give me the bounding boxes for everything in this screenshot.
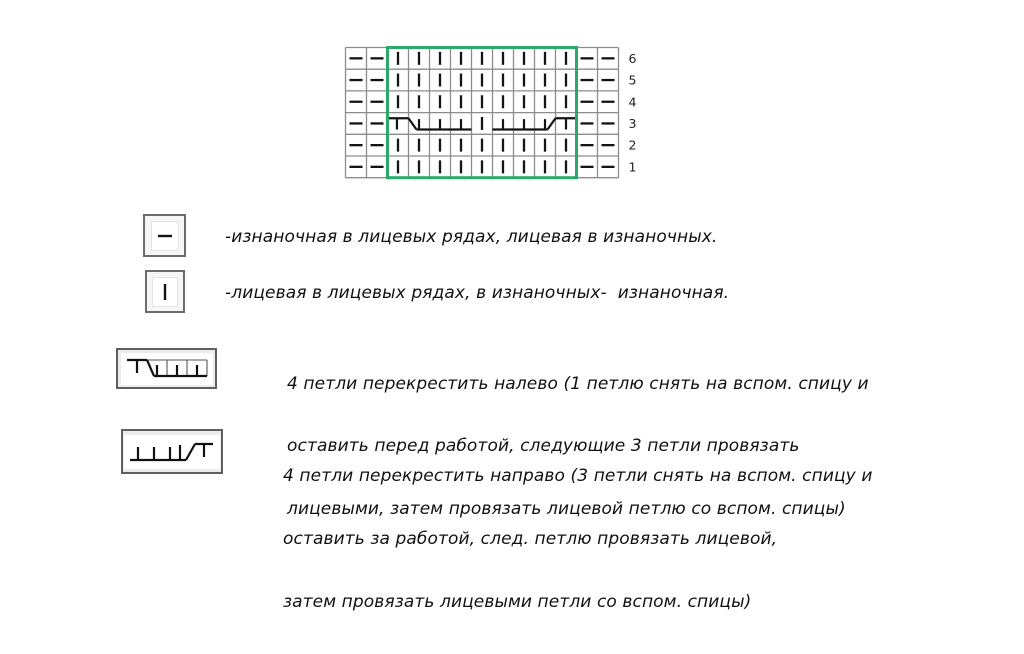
purl-legend-text: -изнаночная в лицевых рядах, лицевая в изнаночных. xyxy=(225,227,718,247)
cable-right-symbol xyxy=(121,429,223,474)
cable-right-icon xyxy=(128,438,216,466)
row-number-2: 2 xyxy=(628,137,637,153)
row-number-6: 6 xyxy=(628,50,637,66)
cable-left-symbol xyxy=(116,348,217,389)
cable-left-text-line3: лицевыми, затем провязать лицевой петлю со вспом. спицы) xyxy=(287,498,846,519)
cable-left-text-line1: 4 петли перекрестить налево (1 петлю снять на вспом. спицу и xyxy=(287,374,869,394)
cable-right-symbol-inner xyxy=(124,435,220,469)
purl-dash-icon xyxy=(154,223,176,249)
knit-symbol xyxy=(145,270,185,313)
chart-grid xyxy=(344,46,654,182)
purl-symbol xyxy=(143,214,186,257)
cable-left-icon xyxy=(125,356,209,382)
row-number-5: 5 xyxy=(628,72,637,88)
row-number-3: 3 xyxy=(628,115,637,131)
knit-bar-icon xyxy=(155,279,175,305)
cable-right-text-line1: 4 петли перекрестить направо (3 петли снять на вспом. спицу и xyxy=(283,466,873,486)
cable-right-text-line2: оставить за работой, след. петлю провязать лицевой, xyxy=(283,529,778,549)
cable-left-text-line2: оставить перед работой, следующие 3 петли провязать xyxy=(287,436,800,457)
knit-symbol-inner xyxy=(152,277,178,307)
row-number-4: 4 xyxy=(628,94,637,110)
row-number-1: 1 xyxy=(628,159,637,175)
knitting-chart xyxy=(344,46,654,186)
cable-right-legend-text xyxy=(283,425,872,654)
knit-legend-text: -лицевая в лицевых рядах, в изнаночных- изнаночная. xyxy=(225,283,730,303)
cable-right-text-line3: затем провязать лицевыми петли со вспом. спицы) xyxy=(283,592,752,612)
cable-left-symbol-inner xyxy=(121,353,213,385)
purl-symbol-inner xyxy=(151,221,179,251)
